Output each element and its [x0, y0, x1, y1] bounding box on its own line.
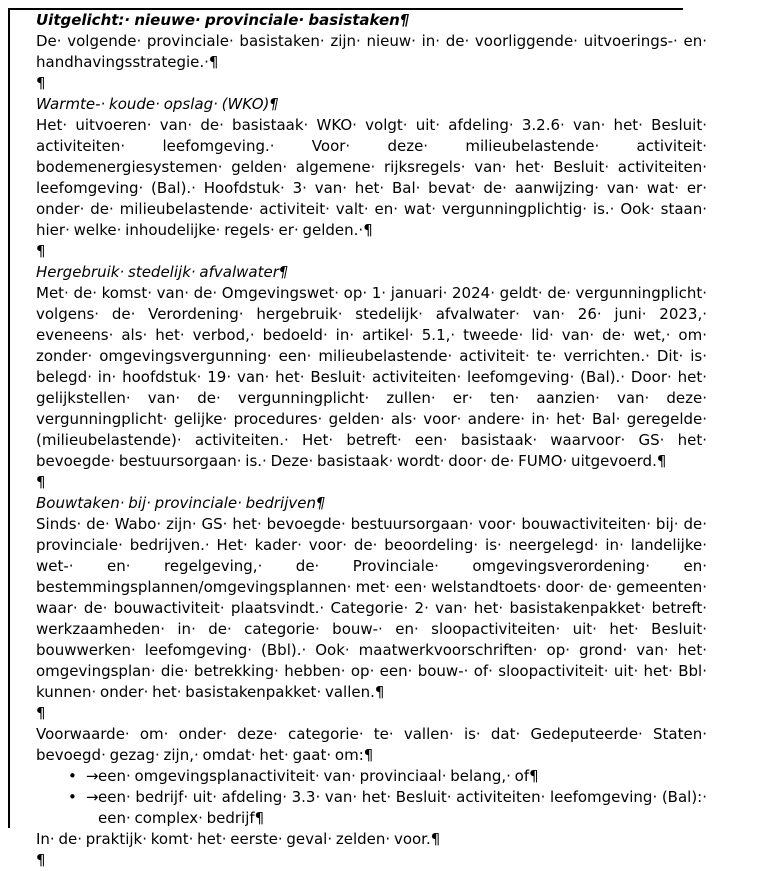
- empty-line: ¶: [36, 851, 46, 869]
- bullet-marker: [68, 787, 98, 808]
- paragraph-wko: Het· uitvoeren· van· de· basistaak· WKO· volgt· uit· afdeling· 3.2.6· van· het· Besluit· activiteiten· leefomgeving.· Voor· deze· milieubelastende· activiteit· bodemenergiesystemen· gelden· algemene· rijksregels· van· het· Besluit· activiteiten· leefomgeving· (Bal).· Hoofdstuk· 3· van· het· Bal· bevat· de· aanwijzing· van· wat· er· onder· de· milieubelastende· activiteit· valt· en· wat· vergunningplichtig· is.· Ook· staan· hier· welke· inhoudelijke· regels· er· gelden.·¶: [36, 116, 707, 239]
- subheading-bouwtaken: Bouwtaken· bij· provinciale· bedrijven¶: [36, 494, 326, 512]
- paragraph-praktijk: In· de· praktijk· komt· het· eerste· geval· zelden· voor.¶: [36, 830, 441, 848]
- tab-arrow-icon: →: [85, 788, 99, 806]
- paragraph-voorwaarde: Voorwaarde· om· onder· deze· categorie· te· vallen· is· dat· Gedeputeerde· Staten· bevoegd· gezag· zijn,· omdat· het· gaat· om:¶: [36, 725, 707, 764]
- paragraph-afvalwater: Met· de· komst· van· de· Omgevingswet· op· 1· januari· 2024· geldt· de· vergunningplicht· volgens· de· Verordening· hergebruik· stedelijk· afvalwater· van· 26· juni· 2023,· eveneens· als· het· verbod,· bedoeld· in· artikel· 5.1,· tweede· lid· van· de· wet,· om· zonder· omgevingsvergunning· een· milieubelastende· activiteit· te· verrichten.· Dit· is· belegd· in· hoofdstuk· 19· van· het· Besluit· activiteiten· leefomgeving· (Bal).· Door· het· gelijkstellen· van· de· vergunningplicht· zullen· er· ten· aanzien· van· deze· vergunningplicht· gelijke· procedures· gelden· als· voor· andere· in· het· Bal· geregelde· (milieubelastende)· activiteiten.· Het· betreft· een· basistaak· waarvoor· GS· het· bevoegde· bestuursorgaan· is.· Deze· basistaak· wordt· door· de· FUMO· uitgevoerd.¶: [36, 284, 707, 470]
- bullet-dot-icon: •: [68, 788, 77, 806]
- paragraph-bouwtaken: Sinds· de· Wabo· zijn· GS· het· bevoegde· bestuursorgaan· voor· bouwactiviteiten· bij· de· provinciale· bedrijven.· Het· kader· voor· de· beoordeling· is· neergelegd· in· landelijke· wet-· en· regelgeving,· de· Provinciale· omgevingsverordening· en· bestemmingsplannen/omgevingsplannen· met· een· welstandtoets· door· de· gemeenten· waar· de· bouwactiviteit· plaatsvindt.· Categorie· 2· van· het· basistakenpakket· betreft· werkzaamheden· in· de· categorie· bouw-· en· sloopactiviteiten· uit· het· Besluit· bouwwerken· leefomgeving· (Bbl).· Ook· maatwerkvoorschriften· op· grond· van· het· omgevingsplan· die· betrekking· hebben· op· een· bouw-· of· sloopactiviteit· uit· het· Bbl· kunnen· onder· het· basistakenpakket· vallen.¶: [36, 515, 707, 701]
- subheading-wko: Warmte-· koude· opslag· (WKO)¶: [36, 95, 279, 113]
- subheading-afvalwater: Hergebruik· stedelijk· afvalwater¶: [36, 263, 289, 281]
- doc-title: Uitgelicht:· nieuwe· provinciale· basistaken¶: [36, 11, 410, 29]
- empty-line: ¶: [36, 473, 46, 491]
- bullet-dot-icon: •: [68, 767, 77, 785]
- empty-line: ¶: [36, 74, 46, 92]
- empty-line: ¶: [36, 704, 46, 722]
- bullet-item-2: [36, 787, 707, 829]
- paragraph-intro: De· volgende· provinciale· basistaken· zijn· nieuw· in· de· voorliggende· uitvoerings-· en· handhavingsstrategie.·¶: [36, 32, 707, 71]
- bullet-text: een· bedrijf· uit· afdeling· 3.3· van· het· Besluit· activiteiten· leefomgeving· (Bal):· een· complex· bedrijf¶: [98, 788, 707, 827]
- bullet-item-1: [36, 766, 707, 787]
- bullet-text: een· omgevingsplanactiviteit· van· provinciaal· belang,· of¶: [98, 767, 539, 785]
- page-border-left: [8, 8, 10, 828]
- document-content[interactable]: [36, 10, 707, 871]
- tab-arrow-icon: →: [85, 767, 99, 785]
- empty-line: ¶: [36, 242, 46, 260]
- bullet-marker: [68, 766, 98, 787]
